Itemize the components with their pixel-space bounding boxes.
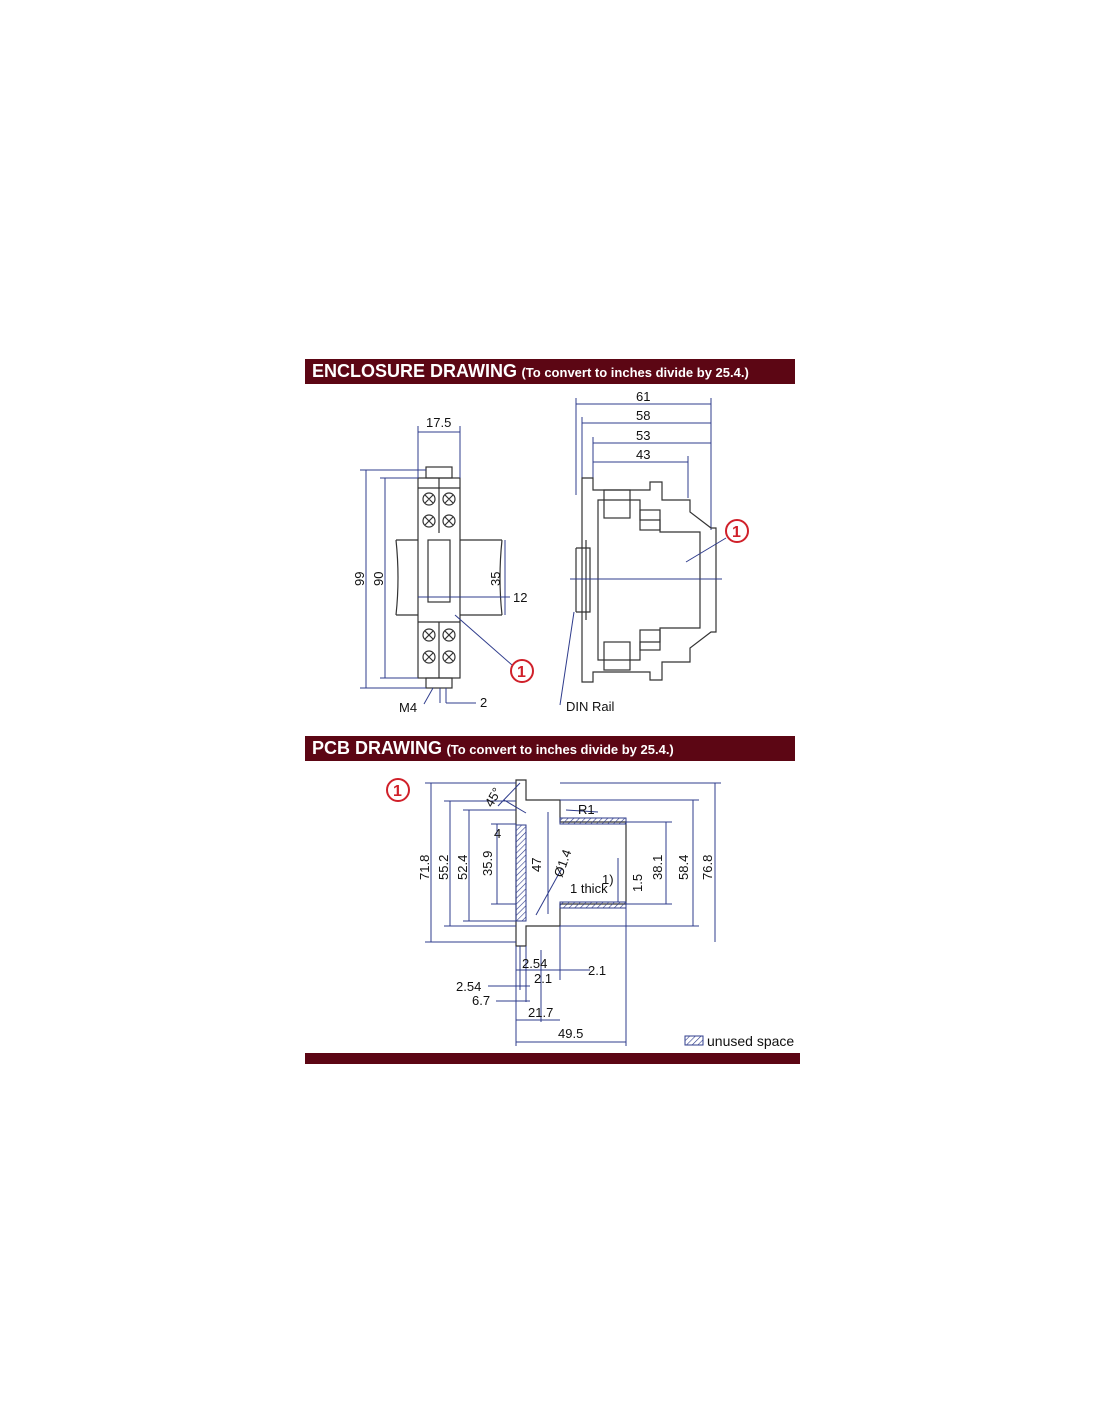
front-rail-label: 35 — [488, 571, 503, 586]
front-din-rail — [396, 540, 502, 615]
front-rail-offset-label: 12 — [513, 590, 528, 605]
pcb-unused-strip — [516, 825, 526, 921]
side-din-rail — [576, 540, 590, 620]
enclosure-side-view — [560, 389, 748, 714]
front-screw-label: M4 — [399, 700, 418, 715]
front-center-slot — [428, 540, 450, 602]
pcb-angle-label: 45° — [481, 784, 505, 810]
side-din-leader — [560, 612, 574, 705]
side-d58-label: 58 — [636, 408, 651, 423]
pcb-title: PCB DRAWING — [312, 738, 442, 758]
front-top-tab — [426, 467, 452, 478]
pcb-w495-label: 49.5 — [558, 1026, 584, 1041]
pcb-unused-bottom — [560, 902, 626, 908]
pcb-view — [387, 779, 794, 1049]
enclosure-front-view — [352, 415, 533, 715]
side-din-label: DIN Rail — [566, 699, 615, 714]
front-terminal-screws — [418, 478, 460, 678]
side-callout-number: 1 — [732, 524, 741, 541]
side-inner — [598, 500, 700, 660]
pcb-h15-label: 1.5 — [630, 873, 645, 892]
side-bottom-terminal — [604, 642, 630, 670]
pcb-note-label: 1) — [602, 872, 614, 887]
front-bottom-tab — [426, 678, 452, 688]
pcb-h359-label: 35.9 — [480, 850, 495, 876]
pcb-p254a-label: 2.54 — [522, 956, 548, 971]
side-d61-label: 61 — [636, 389, 651, 404]
enclosure-title: ENCLOSURE DRAWING — [312, 361, 518, 381]
pcb-h718-label: 71.8 — [417, 854, 432, 880]
pcb-callout-number: 1 — [393, 783, 402, 800]
pcb-hole-label: Ø1.4 — [550, 847, 575, 880]
pcb-unused-top — [560, 818, 626, 824]
pcb-h584-label: 58.4 — [676, 854, 691, 880]
front-height-inner-label: 90 — [371, 571, 386, 586]
pcb-thick-label: 1 thick — [570, 881, 608, 896]
pcb-w217-label: 21.7 — [528, 1005, 554, 1020]
side-top-terminal — [604, 490, 630, 518]
pcb-subtitle: (To convert to inches divide by 25.4.) — [446, 742, 674, 757]
front-dimensions — [360, 426, 512, 704]
pcb-h47-label: 47 — [529, 857, 544, 872]
pcb-p254b-label: 2.54 — [456, 979, 482, 994]
pcb-p21a-label: 2.1 — [534, 971, 553, 986]
pcb-h524-label: 52.4 — [455, 854, 470, 880]
front-height-outer-label: 99 — [352, 571, 367, 586]
pcb-p67-label: 6.7 — [472, 993, 491, 1008]
side-body — [582, 478, 716, 682]
side-d53-label: 53 — [636, 428, 651, 443]
pcb-p21b-label: 2.1 — [588, 963, 607, 978]
pcb-h768-label: 76.8 — [700, 854, 715, 880]
side-callout-leader — [686, 538, 726, 562]
unused-space-swatch — [685, 1036, 703, 1045]
pcb-radius-label: R1 — [578, 802, 595, 817]
front-pitch-label: 2 — [480, 695, 488, 710]
pcb-d4-label: 4 — [494, 826, 502, 841]
enclosure-subtitle: (To convert to inches divide by 25.4.) — [521, 365, 749, 380]
front-width-label: 17.5 — [426, 415, 452, 430]
unused-space-label: unused space — [707, 1033, 795, 1049]
front-callout-number: 1 — [517, 664, 526, 681]
pcb-h381-label: 38.1 — [650, 854, 665, 880]
side-d43-label: 43 — [636, 447, 651, 462]
pcb-h552-label: 55.2 — [436, 854, 451, 880]
side-bottom-latch — [640, 630, 660, 650]
